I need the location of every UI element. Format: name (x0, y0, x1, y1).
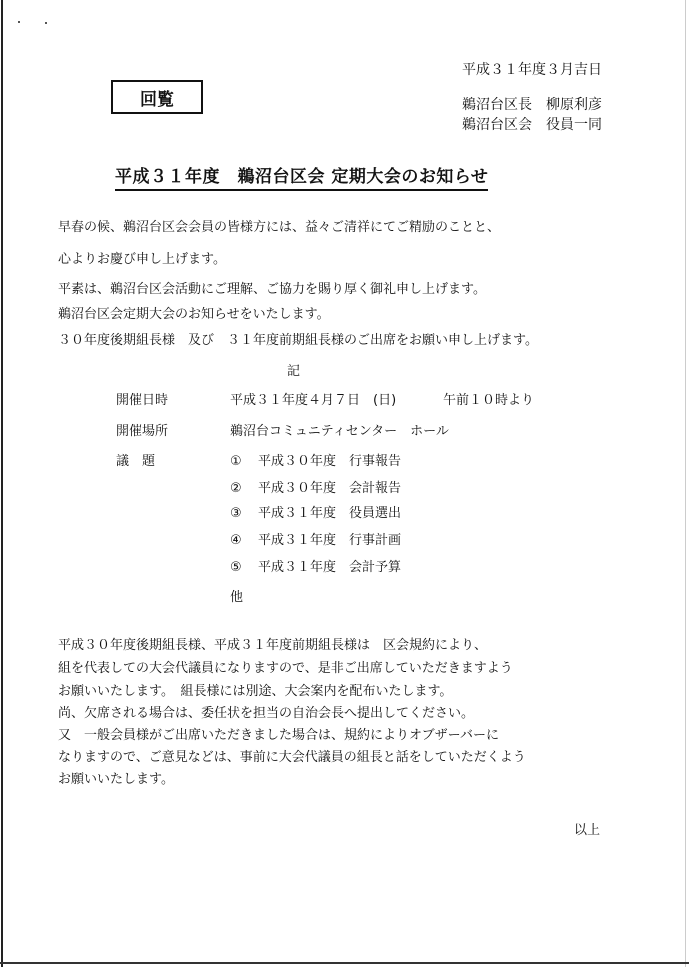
sender-line-1: 鵜沼台区長 柳原利彦 (462, 97, 602, 113)
scan-speck (18, 21, 20, 23)
venue-label: 開催場所 (116, 424, 169, 439)
intro-line: 鵜沼台区会定期大会のお知らせをいたします。 (58, 307, 330, 322)
scan-edge-bottom (0, 962, 689, 964)
agenda-item: 平成３０年度 会計報告 (258, 481, 402, 496)
agenda-other: 他 (230, 590, 244, 605)
agenda-number: ② (230, 481, 242, 496)
agenda-number: ④ (230, 533, 242, 548)
datetime-label: 開催日時 (116, 393, 169, 408)
note-line: お願いいたします。 組長様には別途、大会案内を配布いたします。 (58, 684, 453, 699)
scan-edge-right (685, 0, 686, 967)
circulation-stamp-label: 回覧 (140, 89, 174, 110)
sender-line-2: 鵜沼台区会 役員一同 (462, 117, 602, 133)
note-line: 平成３０年度後期組長様、平成３１年度前期組長様は 区会規約により、 (58, 638, 488, 653)
intro-line: 早春の候、鵜沼台区会会員の皆様方には、益々ご清祥にてご精励のことと、 (58, 220, 501, 235)
note-line: 組を代表しての大会代議員になりますので、是非ご出席していただきますよう (58, 661, 513, 676)
closing-mark: 以上 (574, 823, 601, 838)
intro-line: ３０年度後期組長様 及び ３１年度前期組長様のご出席をお願い申し上げます。 (58, 333, 538, 348)
intro-line: 平素は、鵜沼台区会活動にご理解、ご協力を賜り厚く御礼申し上げます。 (58, 282, 486, 297)
ki-heading: 記 (287, 364, 301, 379)
venue-value: 鵜沼台コミュニティセンター ホール (230, 424, 449, 439)
agenda-item: 平成３１年度 行事計画 (258, 533, 402, 548)
circulation-stamp (111, 80, 203, 114)
agenda-item: 平成３０年度 行事報告 (258, 454, 402, 469)
note-line: なりますので、ご意見などは、事前に大会代議員の組長と話をしていただくよう (58, 750, 526, 765)
document-title: 平成３１年度 鵜沼台区会 定期大会のお知らせ (115, 162, 488, 191)
scan-edge-left (1, 0, 3, 967)
datetime-value: 平成３１年度４月７日 (日) (230, 393, 397, 408)
note-line: お願いいたします。 (58, 772, 174, 787)
intro-line: 心よりお慶び申し上げます。 (58, 252, 226, 267)
document-date: 平成３１年度３月吉日 (462, 62, 602, 78)
agenda-number: ⑤ (230, 560, 242, 575)
scan-speck (45, 22, 47, 24)
agenda-item: 平成３１年度 役員選出 (258, 506, 402, 521)
agenda-item: 平成３１年度 会計予算 (258, 560, 402, 575)
time-value: 午前１０時より (443, 393, 535, 408)
note-line: 尚、欠席される場合は、委任状を担当の自治会長へ提出してください。 (58, 706, 475, 721)
agenda-label: 議 題 (116, 454, 156, 469)
agenda-number: ① (230, 454, 242, 469)
note-line: 又 一般会員様がご出席いただきました場合は、規約によりオブザーバーに (58, 728, 499, 743)
agenda-number: ③ (230, 506, 242, 521)
